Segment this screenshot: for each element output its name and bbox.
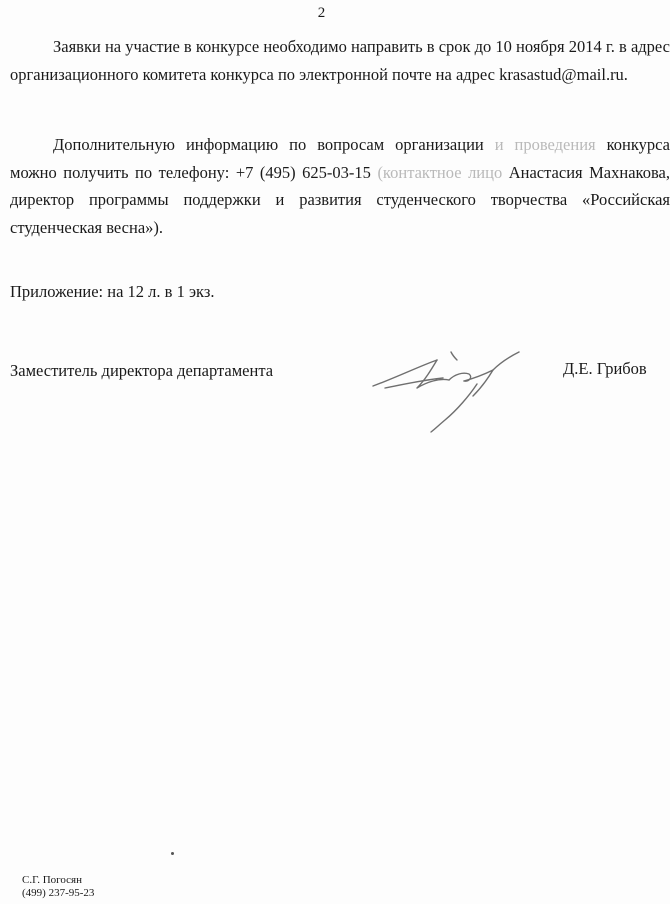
contact-text-part-2: конкурса можно получить по телефону: +7 (495) 625-03-15	[10, 135, 670, 182]
paragraph-contact-info	[10, 131, 670, 241]
executor-info	[22, 874, 94, 900]
executor-name: С.Г. Погосян	[22, 874, 82, 886]
contact-text-part-3: Анастасия Махнакова, директор программы поддержки и развития студенческого творчества «Российская студенческая весна»).	[10, 162, 670, 237]
paragraph-submission-deadline: Заявки на участие в конкурсе необходимо направить в срок до 10 ноября 2014 г. в адрес организационного комитета конкурса по электронной почте на адрес krasastud@mail.ru.	[10, 37, 670, 84]
signatory-name: Д.Е. Грибов	[563, 359, 647, 378]
scan-speck	[171, 852, 174, 855]
signatory-position: Заместитель директора департамента	[10, 361, 274, 380]
executor-phone: (499) 237-95-23	[22, 887, 95, 899]
appendix-note: Приложение: на 12 л. в 1 экз.	[10, 282, 215, 301]
contact-text-faded-2: (контактное лицо	[377, 162, 503, 182]
contact-text-faded-1: и проведения	[494, 135, 596, 154]
handwritten-signature	[365, 344, 530, 439]
contact-text-part-1: Дополнительную информацию по вопросам организации	[53, 135, 495, 154]
page-number: 2	[317, 5, 326, 21]
